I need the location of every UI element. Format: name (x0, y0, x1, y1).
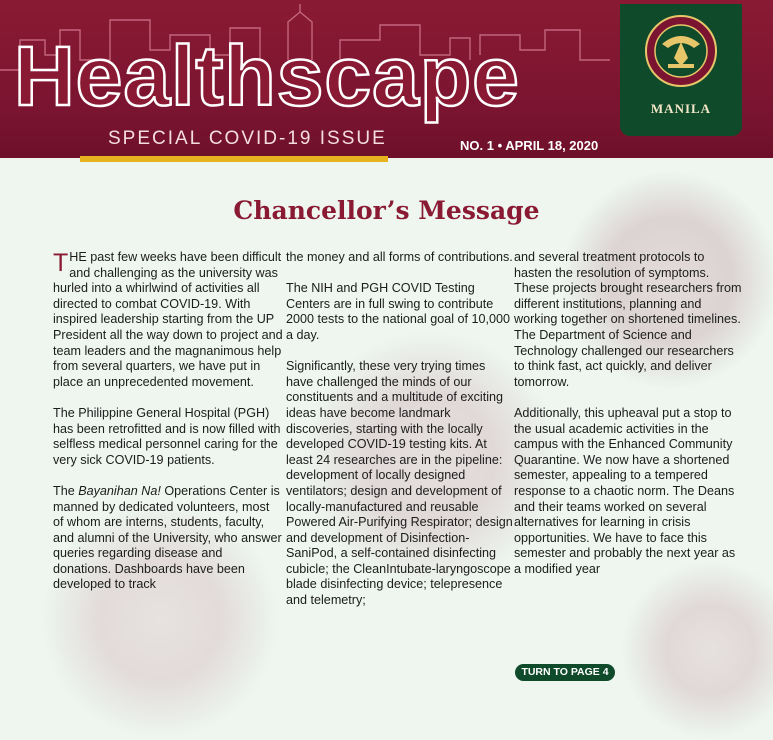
operations-center-name: Bayanihan Na! (78, 483, 161, 498)
gold-accent-bar (80, 156, 388, 162)
paragraph: the money and all forms of contributions. (286, 250, 513, 264)
masthead-title: Healthscape (14, 29, 520, 123)
issue-subtitle: SPECIAL COVID-19 ISSUE (108, 128, 387, 149)
paragraph-text: Operations Center is manned by dedicated volunteers, most of whom are interns, students, faculty, and alumni of the University, who answer queries regarding disease and donations. Dashboards have been developed to track (53, 483, 282, 592)
paragraph: Significantly, these very trying times have challenged the minds of our constituents and a multitude of exciting ideas have become landmark discoveries, starting with the locally developed COVID-19 testing kits. At least 24 researches are in the pipeline: development of locally designed ventilators; design and development of locally-manufactured and reusable Powered Air-Purifying Respirator; design and development of Disinfection-SaniPod, a self-contained disinfecting cubicle; the CleanIntubate-laryngoscope blade disinfecting device; telepresence and telemetry; (286, 359, 513, 608)
paragraph: Additionally, this upheaval put a stop to the usual academic activities in the campus with the Enhanced Community Quarantine. We now have a shortened semester, appealing to a tempered response to a chaotic norm. The Deans and their teams worked on several alternatives for learning in crisis opportunities. We have to face this semester and probably the next year as a modified year (514, 405, 736, 576)
turn-to-page-button[interactable]: TURN TO PAGE 4 (515, 664, 615, 681)
article-heading: Chancellor’s Message (233, 196, 540, 225)
paragraph (53, 250, 283, 390)
article-column-2 (286, 250, 516, 624)
paragraph-text: HE past few weeks have been difficult and challenging as the university was hurled into a whirlwind of activities all directed to combat COVID-19. With inspired leadership starting from the UP President all the way down to project and team leaders and the magnanimous help from several quarters, we have put in place an unprecedented movement. (53, 250, 283, 389)
university-seal-icon (644, 14, 718, 88)
paragraph: The Philippine General Hospital (PGH) has been retrofitted and is now filled with selfless medical personnel caring for the very sick COVID-19 patients. (53, 405, 281, 467)
article-column-3 (514, 250, 744, 593)
paragraph (53, 484, 283, 593)
university-seal-badge (620, 4, 742, 136)
campus-label: MANILA (650, 101, 712, 116)
paragraph-text: The (53, 483, 79, 498)
masthead (0, 0, 773, 158)
paragraph: and several treatment protocols to hasten the resolution of symptoms. These projects brought researchers from different institutions, planning and working together on shortened timelines. The Department of Science and Technology challenged our researchers to think fast, act quickly, and deliver tomorrow. (514, 250, 742, 389)
article-column-1 (53, 250, 283, 609)
issue-number-date: NO. 1 • APRIL 18, 2020 (460, 138, 599, 153)
paragraph: The NIH and PGH COVID Testing Centers are in full swing to contribute 2000 tests to the national goal of 10,000 a day. (286, 281, 511, 342)
drop-cap: T (53, 249, 69, 277)
